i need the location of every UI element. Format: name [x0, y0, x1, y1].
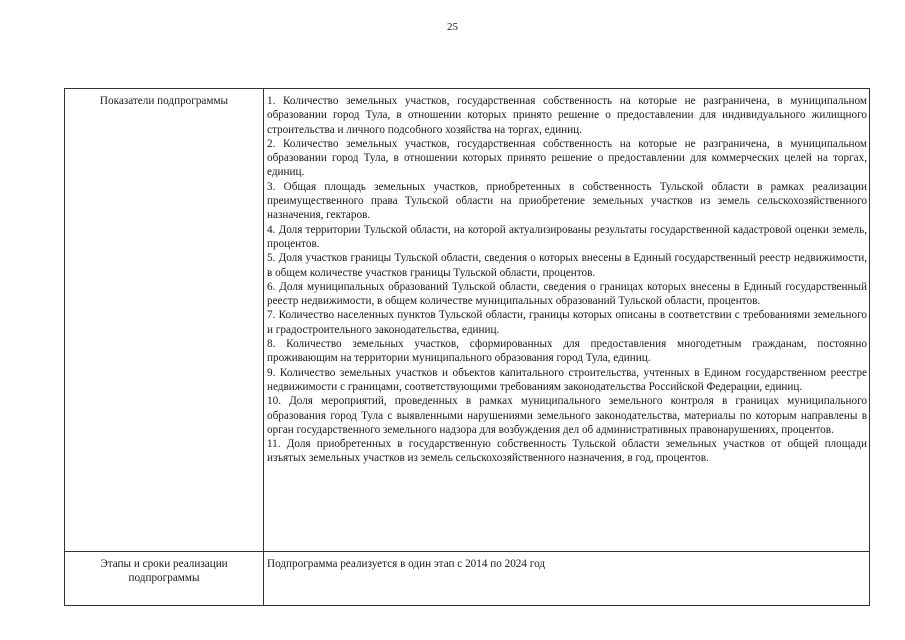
indicator-item-2: 2. Количество земельных участков, государственная собственность на которые не разграничена, в муниципальном образовании город Тула, в отношении которых принято решение о предоставлении для коммерческих целей на торгах, единиц.	[267, 137, 867, 179]
table-row-indicators	[65, 89, 870, 552]
indicators-list	[264, 89, 870, 552]
page-number: 25	[447, 21, 458, 33]
stages-cell	[264, 552, 870, 606]
row-label-stages: Этапы и сроки реализации подпрограммы	[65, 552, 264, 606]
indicator-item-9: 9. Количество земельных участков и объектов капитального строительства, учтенных в Едином государственном реестре недвижимости с границами, соответствующими требованиям законодательства Российской Федерации, единиц.	[267, 366, 867, 393]
row-label-indicators: Показатели подпрограммы	[65, 89, 264, 552]
indicator-item-1: 1. Количество земельных участков, государственная собственность на которые не разграничена, в муниципальном образовании город Тула, в отношении которых принято решение о предоставлении для индивидуального жилищного строительства и личного подсобного хозяйства на торгах, единиц.	[267, 95, 867, 136]
indicator-item-10: 10. Доля мероприятий, проведенных в рамках муниципального земельного контроля в границах муниципального образования город Тула с выявленными нарушениями земельного законодательства, материалы по которым направлены в орган государственного земельного надзора для возбуждения дел об административных правонарушениях, процентов.	[267, 395, 867, 436]
indicator-item-3: 3. Общая площадь земельных участков, приобретенных в собственность Тульской области в рамках реализации преимущественного права Тульской области на приобретение земельных участков из земель сельскохозяйственного назначения, гектаров.	[267, 180, 867, 222]
indicator-item-6: 6. Доля муниципальных образований Тульской области, сведения о границах которых внесены в Единый государственный реестр недвижимости, в общем количестве муниципальных образований Тульской области, процентов.	[267, 280, 867, 308]
subprogram-table	[64, 88, 870, 606]
indicator-item-7: 7. Количество населенных пунктов Тульской области, границы которых описаны в соответствии с требованиями земельного и градостроительного законодательства, единиц.	[267, 309, 867, 336]
table-row-stages	[65, 552, 870, 606]
indicator-item-4: 4. Доля территории Тульской области, на которой актуализированы результаты государственной кадастровой оценки земель, процентов.	[267, 223, 867, 250]
indicator-item-11: 11. Доля приобретенных в государственную собственность Тульской области земельных участков от общей площади изъятых земельных участков из земель сельскохозяйственного назначения, в год, процентов.	[267, 438, 867, 465]
indicator-item-5: 5. Доля участков границы Тульской области, сведения о которых внесены в Единый государственный реестр недвижимости, в общем количестве участков границы Тульской области, процентов.	[267, 252, 867, 279]
indicator-item-8: 8. Количество земельных участков, сформированных для предоставления многодетным гражданам, постоянно проживающим на территории муниципального образования город Тула, единиц.	[267, 338, 867, 365]
stages-text: Подпрограмма реализуется в один этап с 2014 по 2024 год	[267, 558, 546, 570]
